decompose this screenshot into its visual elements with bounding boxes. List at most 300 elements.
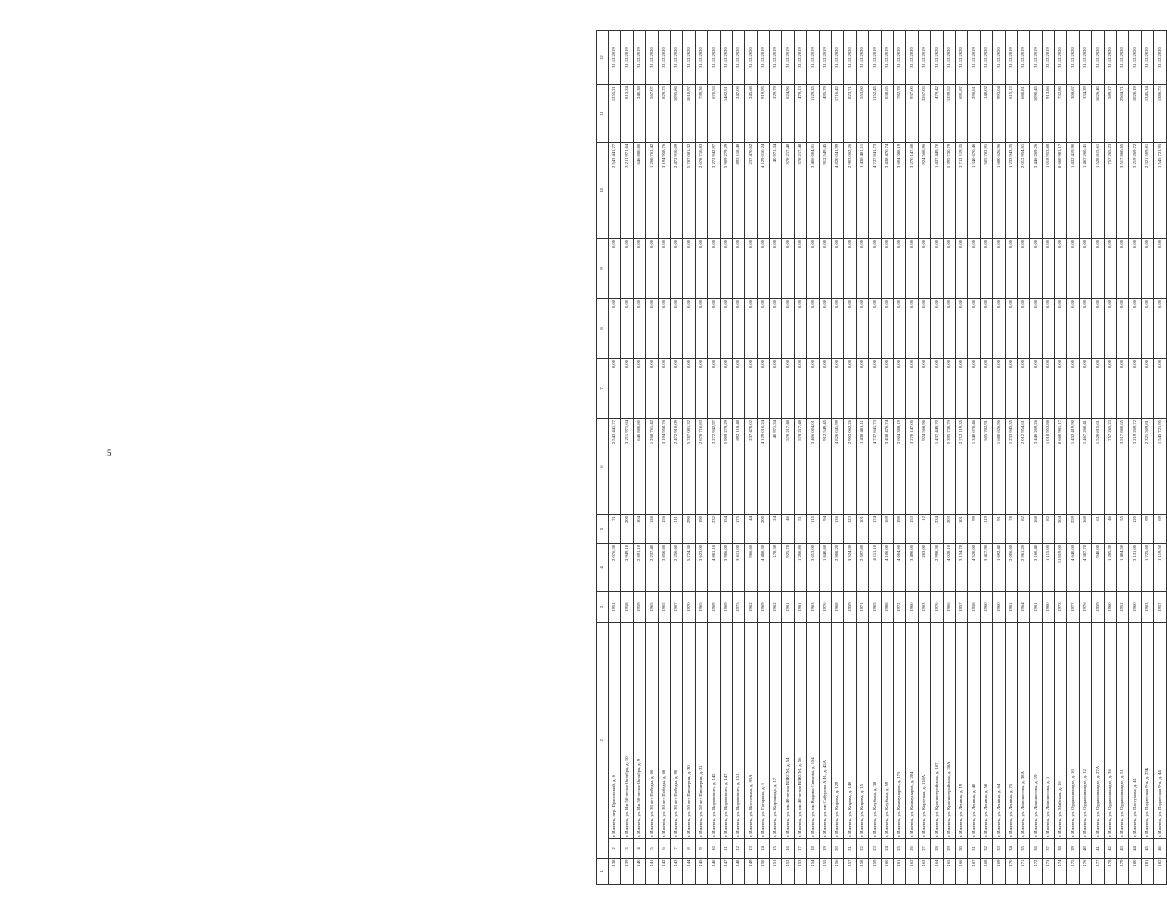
header-cell: 5 [597,515,609,544]
table-cell: 1964 [1017,591,1029,622]
header-cell: 4 [597,543,609,591]
table-cell: г. Ижевск, ул. им Сабурова А.Н., д. 45А [819,623,831,839]
table-cell: 1963 [807,591,819,622]
table-cell: 0,00 [683,238,695,298]
table-cell: 2 712 119,35 [955,142,967,238]
table-cell: 0,00 [1079,238,1091,298]
table-row [1030,31,1042,885]
table-cell: 5 395 730,79 [943,142,955,238]
table-cell: 1 680 626,96 [993,142,1005,238]
table-cell: 31.12.2020 [832,31,844,85]
table-cell: 578 217,48 [794,419,806,515]
table-cell: 3 490,00 [906,543,918,591]
table-cell: 2 [609,839,621,858]
table-cell: 615,13 [1005,85,1017,143]
table-cell: 16 [782,839,794,858]
table-cell: г. Ижевск, ул. Воровского, д. 147 [720,623,732,839]
table-cell: 45 [1141,839,1153,858]
table-cell: 0,00 [893,358,905,418]
table-row [856,31,868,885]
table-cell: 155 [819,858,831,884]
table-cell: 182 [1154,858,1166,884]
table-cell: 198 [893,515,905,544]
table-cell: 0,00 [980,298,992,358]
header-cell: 9 [597,238,609,298]
table-cell: 3 194 958,76 [658,142,670,238]
table-cell: 624,96 [782,85,794,143]
table-cell: 1988 [881,591,893,622]
table-cell: г. Ижевск, ул. 50 лет Пионерии, д. 30 [683,623,695,839]
table-cell: 0,00 [1117,358,1129,418]
table-cell: 308,67 [1067,85,1079,143]
table-cell: 334,39 [1079,85,1091,143]
table-cell: 164 [931,858,943,884]
table-cell: г. Ижевск, ул. им 40-летия ВЛКСМ, д. 56 [794,623,806,839]
table-cell: 0,00 [980,238,992,298]
table-cell: 0,00 [770,298,782,358]
table-cell: 31.12.2020 [745,31,757,85]
table-cell: 0,00 [1030,238,1042,298]
table-cell: 3 194 958,76 [658,419,670,515]
table-cell: 0,00 [844,358,856,418]
table-cell: 829,75 [658,85,670,143]
table-cell: 33 [993,839,1005,858]
table-row [658,31,670,885]
table-cell: г. Ижевск, ул. Короткая, д. 118А [918,623,930,839]
table-cell: 1 432 419,90 [1067,419,1079,515]
table-cell: 150 [757,858,769,884]
table-cell: г. Ижевск, ул. Красногеройская, д. 38А [943,623,955,839]
table-cell: 46 [1104,515,1116,544]
table-cell: 4 100,00 [881,543,893,591]
table-cell: 46 [782,515,794,544]
header-cell: 7 [597,358,609,418]
table-cell: 3 524,30 [844,543,856,591]
table-cell: 0,00 [980,358,992,418]
table-cell: 237 470,02 [745,142,757,238]
table-cell: г. Ижевск, ул. Воровского, д. 145 [708,623,720,839]
table-cell: 31.12.2019 [819,31,831,85]
table-cell: 153 [906,515,918,544]
table-cell: 913,86 [1042,85,1054,143]
table-cell: 732,80 [1055,85,1067,143]
table-cell: 178,30 [770,543,782,591]
table-cell: 1716,42 [832,85,844,143]
table-cell: 1969 [720,591,732,622]
table-cell: 2 006,60 [1005,543,1017,591]
table-cell: 0,00 [1141,358,1153,418]
table-cell: 0,00 [906,238,918,298]
table-cell: 4 129 010,24 [757,419,769,515]
table-cell: 31.12.2019 [869,31,881,85]
table-cell: 0,00 [1104,358,1116,418]
table-cell: 3 417,90 [980,543,992,591]
table-cell: 3 160,40 [1030,543,1042,591]
table-cell: 31.12.2019 [770,31,782,85]
table-cell: 3 438 470,74 [881,142,893,238]
table-cell: 2 321 509,81 [1141,142,1153,238]
table-cell: 0,00 [807,358,819,418]
table-cell: г. Ижевск, ул. Орджоникидзе, д. 12 [1079,623,1091,839]
table-row [968,31,980,885]
table-cell: 31.12.2020 [1055,31,1067,85]
table-cell: 4 387,70 [1079,543,1091,591]
table-cell: 21 [844,839,856,858]
table-row [670,31,682,885]
table-cell: 0,00 [906,358,918,418]
table-cell: 0,00 [943,238,955,298]
table-cell: 578 217,48 [782,142,794,238]
table-cell: 3 438 470,74 [881,419,893,515]
table-cell: г. Ижевск, ул. Орджоникидзе, д. 10 [1067,623,1079,839]
table-cell: 171 [1017,858,1029,884]
table-cell: 2 808,20 [832,543,844,591]
table-cell: 3 270 147,00 [906,419,918,515]
table-cell: 3 131,00 [1129,543,1141,591]
table-cell: 157 [844,858,856,884]
table-cell: 1028,19 [1129,85,1141,143]
table-cell: 78 [1005,515,1017,544]
table-cell: 0,00 [955,358,967,418]
table-cell: 2 903 062,26 [844,142,856,238]
table-row [906,31,918,885]
table-cell: 0,00 [1005,358,1017,418]
table-cell: 0,00 [1042,358,1054,418]
table-row [1141,31,1153,885]
table-cell: 177 [1092,858,1104,884]
table-cell: 0,00 [1117,298,1129,358]
table-cell: 35 [1017,839,1029,858]
table-cell: 2 597,80 [856,543,868,591]
table-cell: 0,00 [832,358,844,418]
table-cell: 3 219 269,72 [1129,419,1141,515]
table-cell: 55 [1117,515,1129,544]
table-cell: 1969 [757,591,769,622]
table-cell: 1626,40 [1092,85,1104,143]
table-cell: 2 961,20 [1017,543,1029,591]
table-cell: 1961 [1030,591,1042,622]
table-cell: 175 [1067,858,1079,884]
table-cell: 3 623,00 [695,543,707,591]
table-cell: г. Ижевск, ул. Орджоникидзе, д. 51 [1117,623,1129,839]
table-cell: 1 285,30 [1104,543,1116,591]
table-cell: 0,00 [770,238,782,298]
table-cell: 31.12.2019 [918,31,930,85]
table-cell: 0,00 [881,358,893,418]
table-cell: 156 [658,515,670,544]
table-row [745,31,757,885]
table-cell: 245,68 [745,85,757,143]
table-cell: 1 467 260,41 [1079,142,1091,238]
table-cell: 1960 [906,591,918,622]
table-cell: 31.12.2020 [683,31,695,85]
table-cell: 142 [658,858,670,884]
table-cell: 1959 [633,591,645,622]
table-cell: 1959 [844,591,856,622]
table-cell: 1 467 260,41 [1079,419,1091,515]
table-cell: 143 [670,858,682,884]
table-cell: 159 [869,858,881,884]
table-cell: 24 [770,515,782,544]
table-cell: 2 691,10 [633,543,645,591]
table-cell: 31.12.2020 [931,31,943,85]
table-cell: 69 [1154,515,1166,544]
table-cell: 31.12.2020 [658,31,670,85]
table-cell: 5 787 081,32 [683,419,695,515]
table-cell: 234 [931,515,943,544]
table-cell: 0,00 [1079,358,1091,418]
table-cell: 2 321 509,81 [1141,419,1153,515]
table-row [633,31,645,885]
table-cell: 0,00 [683,298,695,358]
table-cell: 0,00 [931,238,943,298]
table-cell: 1960 [980,591,992,622]
table-cell: 0,00 [1129,298,1141,358]
table-cell: 0,00 [832,298,844,358]
header-row [597,31,609,885]
table-cell: 1129,35 [807,85,819,143]
table-cell: 646 880,80 [633,142,645,238]
table-cell: 11 819,00 [1055,543,1067,591]
table-cell: 0,00 [732,358,744,418]
table-cell: 3267,03 [918,85,930,143]
table-cell: 5 909 279,29 [720,142,732,238]
table-cell: 0,00 [633,298,645,358]
table-cell: 0,00 [993,358,1005,418]
table-cell: 168 [1079,515,1091,544]
table-cell: г. Ижевск, ул. им 40-летия ВЛКСМ, д. 54 [782,623,794,839]
table-row [732,31,744,885]
table-cell: 1 432 419,90 [1067,142,1079,238]
table-cell: 31.12.2019 [1005,31,1017,85]
table-cell: 167 [968,858,980,884]
table-cell: 43 [1117,839,1129,858]
header-cell: 11 [597,85,609,143]
header-cell: 3 [597,591,609,622]
table-cell: 200 [621,515,633,544]
table-cell: 3 986,00 [720,543,732,591]
table-cell: 1965 [646,591,658,622]
table-cell: 0,00 [968,298,980,358]
table-cell: 165 [943,858,955,884]
table-row [1117,31,1129,885]
table-cell: г. Ижевск, ул. Гагарина, д. 1 [757,623,769,839]
table-cell: 31.12.2020 [1067,31,1079,85]
table-cell: г. Ижевск, ул. Ленина, д. 64 [993,623,1005,839]
table-cell: 6 [658,839,670,858]
table-cell: 924 568,96 [918,142,930,238]
table-cell: 3 850,60 [658,543,670,591]
table-cell: 3 [621,839,633,858]
table-cell: 31.12.2019 [1030,31,1042,85]
table-cell: 0,00 [1017,298,1029,358]
table-cell: 1961 [782,591,794,622]
table-cell: 31.12.2019 [757,31,769,85]
table-cell: 0,00 [856,298,868,358]
table-row [869,31,881,885]
table-cell: 823,71 [844,85,856,143]
table-cell: 0,00 [1154,238,1166,298]
table-cell: 240,38 [633,85,645,143]
table-cell: 4 737 841,73 [869,142,881,238]
table-cell: 5 909 279,29 [720,419,732,515]
table-cell: 1 233 943,35 [1005,419,1017,515]
table-cell: 18 [807,839,819,858]
table-cell: 0,00 [609,238,621,298]
table-cell: 0,00 [918,298,930,358]
table-cell: 4 881,10 [708,543,720,591]
table-cell: 0,00 [670,298,682,358]
table-cell: 8 [683,839,695,858]
table-cell: 1963 [918,591,930,622]
table-cell: 144 [683,858,695,884]
header-cell: 2 [597,623,609,858]
table-cell: 2 076,30 [609,543,621,591]
table-cell: 0,00 [1030,298,1042,358]
table-cell: 1961 [794,591,806,622]
table-cell: 0,00 [720,298,732,358]
table-cell: 2 678 710,83 [695,142,707,238]
table-cell: 31.12.2020 [708,31,720,85]
table-cell: г. Ижевск, ул. Коммунаров, д. 175 [893,623,905,839]
table-cell: г. Ижевск, ул. 30 лет Победы, д. 66 [646,623,658,839]
table-cell: 2 903 062,26 [844,419,856,515]
table-row [844,31,856,885]
table-cell: 2 678 710,83 [695,419,707,515]
table-cell: 0,00 [1104,238,1116,298]
table-cell: г. Ижевск, ул. Ленина, д. 19 [955,623,967,839]
table-cell: 0,00 [1117,238,1129,298]
table-cell: 1 206,80 [794,543,806,591]
table-cell: 229,79 [770,85,782,143]
header-cell: 10 [597,142,609,238]
table-cell: г. Ижевск, ул. Красногеройская, д. 107 [931,623,943,839]
table-cell: 168 [980,858,992,884]
table-cell: 3 272 942,97 [708,419,720,515]
table-cell: 163 [918,858,930,884]
table-cell: 0,00 [794,238,806,298]
table-cell: 505 782,91 [980,419,992,515]
table-cell: 30 [955,839,967,858]
table-cell: 0,00 [881,238,893,298]
table-cell: 152 [782,858,794,884]
table-cell: 9 [695,839,707,858]
table-cell: 120 [1129,515,1141,544]
table-cell: 757 265,23 [1104,142,1116,238]
table-cell: 31.12.2019 [807,31,819,85]
table-cell: 1971 [856,591,868,622]
table-cell: 104 [633,515,645,544]
table-cell: 7 [670,839,682,858]
rotated-table-container [596,30,1162,885]
table-row [1005,31,1017,885]
table-row [720,31,732,885]
table-row [807,31,819,885]
table-cell: 170 [1005,858,1017,884]
table-cell: 31.12.2020 [670,31,682,85]
table-cell: 0,00 [1067,298,1079,358]
table-cell: 3 611,00 [732,543,744,591]
table-row [770,31,782,885]
table-cell: 0,00 [770,358,782,418]
table-cell: 1380,73 [1154,85,1166,143]
table-cell: 178 [1104,858,1116,884]
table-row [757,31,769,885]
table-row [1104,31,1116,885]
table-cell: 0,00 [732,238,744,298]
table-cell: 31.12.2019 [881,31,893,85]
table-row [1042,31,1054,885]
table-cell: 0,00 [1055,238,1067,298]
table-cell: 912 549,45 [819,142,831,238]
table-cell: 31.12.2020 [720,31,732,85]
table-cell: 1960 [1042,591,1054,622]
table-row [1067,31,1079,885]
table-cell: г. Ижевск, ул. Ломоносова, д. 19 [1030,623,1042,839]
table-cell: 10 [708,839,720,858]
table-cell: 1961 [1005,591,1017,622]
table-cell: 0,00 [1067,238,1079,298]
table-cell: 28 [931,839,943,858]
table-cell: 1 340 670,46 [968,142,980,238]
table-cell: 0,00 [955,298,967,358]
table-cell: 158 [856,858,868,884]
table-cell: 174 [869,515,881,544]
table-cell: 119 [980,515,992,544]
table-cell: 0,00 [807,298,819,358]
table-row [1129,31,1141,885]
table-cell: 36 [1030,839,1042,858]
table-cell: 31.12.2019 [968,31,980,85]
table-cell: 892 118,48 [732,419,744,515]
table-cell: 31.12.2019 [794,31,806,85]
table-cell: 0,00 [1005,298,1017,358]
table-cell: 0,00 [819,298,831,358]
table-cell: 0,00 [968,238,980,298]
table-cell: 156 [832,858,844,884]
table-cell: 0,00 [695,358,707,418]
table-cell: 99 [968,515,980,544]
table-cell: 0,00 [683,358,695,418]
table-cell: 173 [1042,858,1054,884]
table-cell: 31.12.2020 [955,31,967,85]
table-cell: 0,00 [621,298,633,358]
table-cell: 1970 [683,591,695,622]
table-row [1079,31,1091,885]
table-cell: 161 [893,858,905,884]
table-cell: 123 [844,515,856,544]
table-cell: 1967 [670,591,682,622]
table-cell: 993,04 [993,85,1005,143]
table-cell: 23 [869,839,881,858]
table-cell: 0,00 [893,238,905,298]
table-cell: 0,00 [782,238,794,298]
table-cell: 553,60 [856,85,868,143]
table-cell: 2 256,60 [670,543,682,591]
table-cell: г. Ижевск, ул. 50 лет Пионерии, д. 31 [695,623,707,839]
table-cell: 0,00 [794,358,806,418]
table-cell: 1 268 761,42 [646,142,658,238]
table-cell: 26 [906,839,918,858]
table-cell: 1958 [621,591,633,622]
table-cell: 5 [646,839,658,858]
table-cell: 19 [819,839,831,858]
table-cell: 25 [893,839,905,858]
table-cell: 1 528 815,61 [1092,142,1104,238]
table-cell: 190 [695,515,707,544]
table-cell: 99 [1141,515,1153,544]
table-cell: 31 [968,839,980,858]
